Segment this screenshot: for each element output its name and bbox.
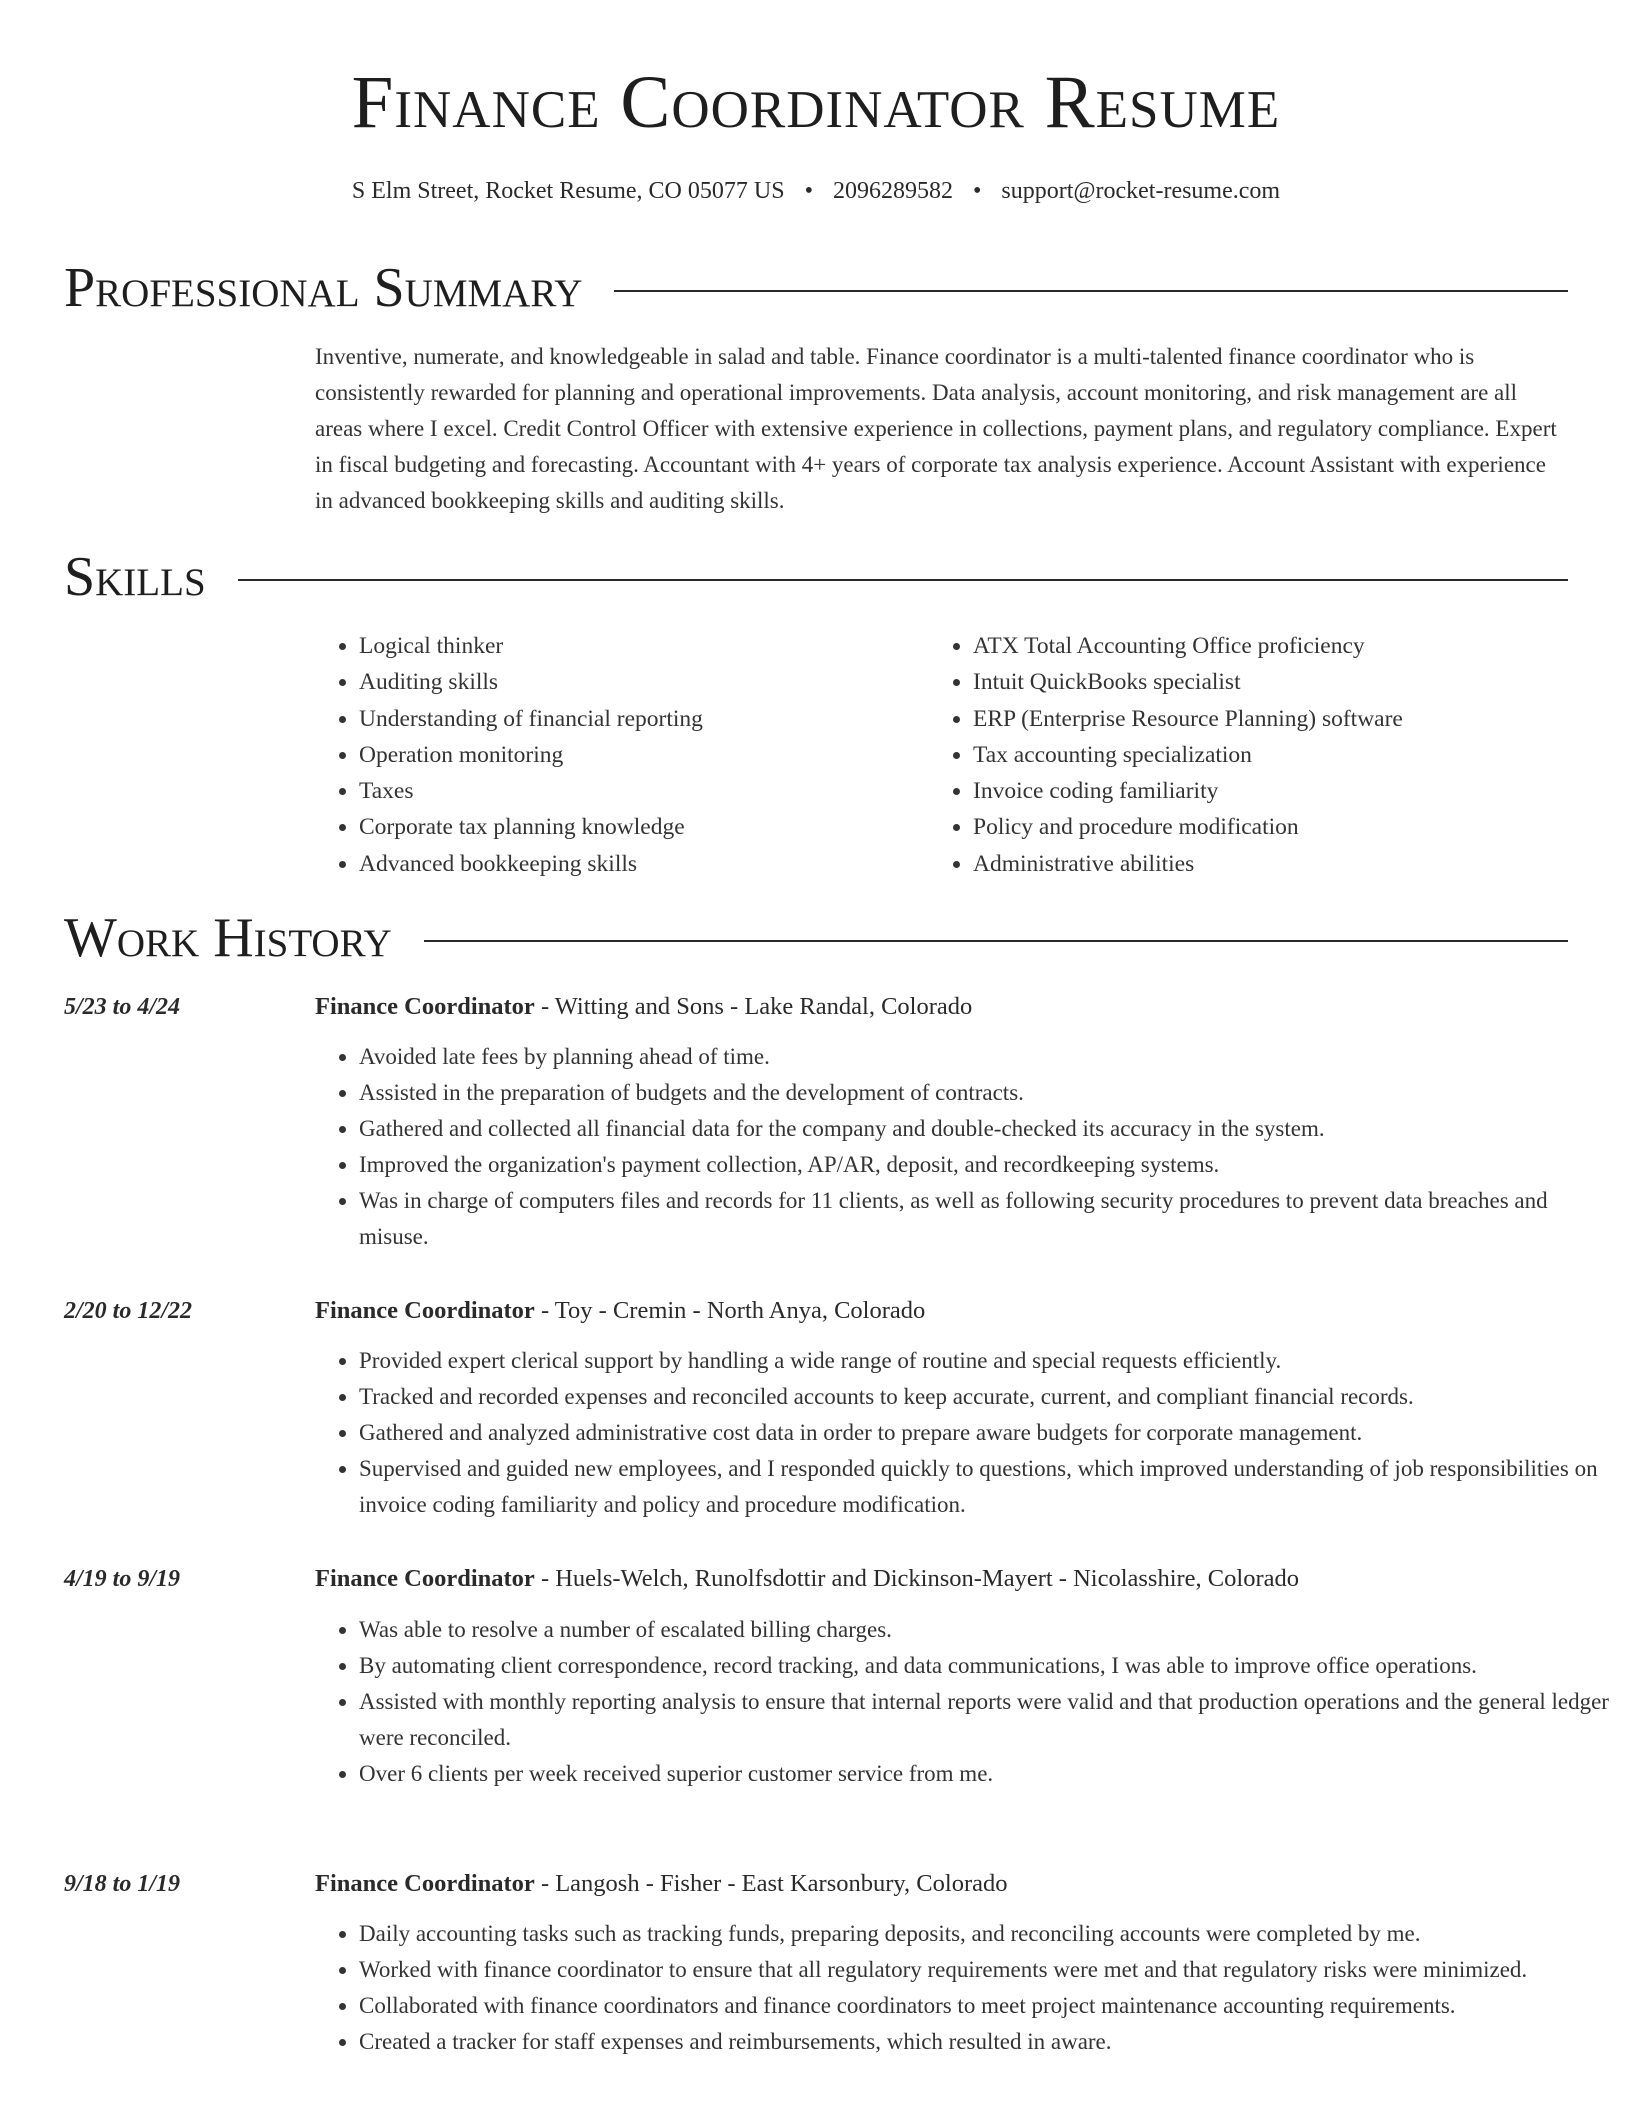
skill-item: • Understanding of financial reporting	[359, 701, 703, 737]
contact-address: S Elm Street, Rocket Resume, CO 05077 US	[351, 178, 785, 204]
section-divider	[238, 579, 1568, 581]
job-role: Finance Coordinator	[315, 993, 535, 1020]
job-bullet: • Improved the organization's payment collection, AP/AR, deposit, and recordkeeping systems.	[359, 1147, 1609, 1183]
job-bullet: • Assisted in the preparation of budgets and the development of contracts.	[359, 1075, 1609, 1111]
job-bullet: • Worked with finance coordinator to ensure that all regulatory requirements were met and that regulatory risks were minimized.	[359, 1952, 1609, 1988]
summary-section-header	[64, 255, 1568, 321]
job-bullet: • Provided expert clerical support by handling a wide range of routine and special requests efficiently.	[359, 1343, 1609, 1379]
job-dates: 4/19 to 9/19	[64, 1566, 181, 1592]
job-bullet: • Created a tracker for staff expenses and reimbursements, which resulted in aware.	[359, 2024, 1609, 2060]
job-bullets	[315, 1343, 1609, 1523]
skill-item: • Operation monitoring	[359, 737, 703, 773]
contact-email: support@rocket-resume.com	[1001, 178, 1281, 204]
section-divider	[614, 290, 1568, 292]
job-title-line	[315, 1869, 1007, 1899]
job-bullet: • Avoided late fees by planning ahead of time.	[359, 1039, 1609, 1075]
work-heading: Work History	[64, 907, 392, 969]
job-role: Finance Coordinator	[315, 1870, 535, 1897]
job-role: Finance Coordinator	[315, 1565, 535, 1592]
skills-list-right	[929, 628, 1403, 882]
resume-title: Finance Coordinator Resume	[351, 61, 1281, 144]
job-bullet: • Collaborated with finance coordinators and finance coordinators to meet project maintenance accounting requirements.	[359, 1988, 1609, 2024]
summary-heading: Professional Summary	[64, 257, 583, 319]
job-dates: 9/18 to 1/19	[64, 1871, 181, 1897]
summary-text: Inventive, numerate, and knowledgeable in salad and table. Finance coordinator is a multi-talented finance coordinator who is consistently rewarded for planning and operational improvements. Data analysis, account monitoring, and risk management are all areas where I excel. Credit Control Officer with extensive experience in collections, payment plans, and regulatory compliance. Expert in fiscal budgeting and forecasting. Accountant with 4+ years of corporate tax analysis experience. Account Assistant with experience in advanced bookkeeping skills and auditing skills.	[315, 344, 1557, 513]
job-role: Finance Coordinator	[315, 1297, 535, 1324]
skill-item: • Taxes	[359, 773, 703, 809]
contact-line	[0, 176, 1632, 206]
skill-item: • Tax accounting specialization	[973, 737, 1403, 773]
skill-item: • Policy and procedure modification	[973, 809, 1403, 845]
work-section-header	[64, 905, 1568, 971]
skill-item: • Corporate tax planning knowledge	[359, 809, 703, 845]
skill-item: • Administrative abilities	[973, 846, 1403, 882]
job-details: - Witting and Sons - Lake Randal, Colorado	[534, 993, 973, 1020]
skill-item: • Logical thinker	[359, 628, 703, 664]
skills-heading: Skills	[64, 546, 206, 608]
job-title-line	[315, 1296, 925, 1326]
job-bullet: • Gathered and collected all financial data for the company and double-checked its accuracy in the system.	[359, 1111, 1609, 1147]
job-details: - Langosh - Fisher - East Karsonbury, Colorado	[534, 1870, 1008, 1897]
job-bullet: • Supervised and guided new employees, and I responded quickly to questions, which improved understanding of job responsibilities on invoice coding familiarity and policy and procedure modification.	[359, 1451, 1609, 1523]
skill-item: • ERP (Enterprise Resource Planning) software	[973, 701, 1403, 737]
skills-list-left	[315, 628, 703, 882]
job-bullet: • By automating client correspondence, record tracking, and data communications, I was able to improve office operations.	[359, 1648, 1609, 1684]
skill-item: • Advanced bookkeeping skills	[359, 846, 703, 882]
contact-phone: 2096289582	[832, 178, 953, 204]
job-title-line	[315, 1564, 1299, 1594]
job-bullet: • Was in charge of computers files and records for 11 clients, as well as following security procedures to prevent data breaches and misuse.	[359, 1183, 1609, 1255]
section-divider	[424, 940, 1568, 942]
job-title-line	[315, 992, 972, 1022]
job-details: - Huels-Welch, Runolfsdottir and Dickinson-Mayert - Nicolasshire, Colorado	[534, 1565, 1299, 1592]
job-bullet: • Tracked and recorded expenses and reconciled accounts to keep accurate, current, and compliant financial records.	[359, 1379, 1609, 1415]
job-dates: 5/23 to 4/24	[64, 994, 181, 1020]
job-bullets	[315, 1612, 1609, 1792]
job-bullet: • Daily accounting tasks such as tracking funds, preparing deposits, and reconciling accounts were completed by me.	[359, 1916, 1609, 1952]
job-bullet: • Was able to resolve a number of escalated billing charges.	[359, 1612, 1609, 1648]
skills-section-header	[64, 544, 1568, 610]
job-dates: 2/20 to 12/22	[64, 1298, 193, 1324]
skill-item: • Invoice coding familiarity	[973, 773, 1403, 809]
job-details: - Toy - Cremin - North Anya, Colorado	[534, 1297, 926, 1324]
skill-item: • ATX Total Accounting Office proficiency	[973, 628, 1403, 664]
skill-item: • Intuit QuickBooks specialist	[973, 664, 1403, 700]
job-bullets	[315, 1039, 1609, 1255]
contact-separator: •	[804, 178, 813, 204]
job-bullet: • Gathered and analyzed administrative cost data in order to prepare aware budgets for corporate management.	[359, 1415, 1609, 1451]
job-bullet: • Assisted with monthly reporting analysis to ensure that internal reports were valid and that production operations and the general ledger were reconciled.	[359, 1684, 1609, 1756]
contact-separator: •	[972, 178, 982, 204]
skill-item: • Auditing skills	[359, 664, 703, 700]
job-bullets	[315, 1916, 1609, 2060]
job-bullet: • Over 6 clients per week received superior customer service from me.	[359, 1756, 1609, 1792]
